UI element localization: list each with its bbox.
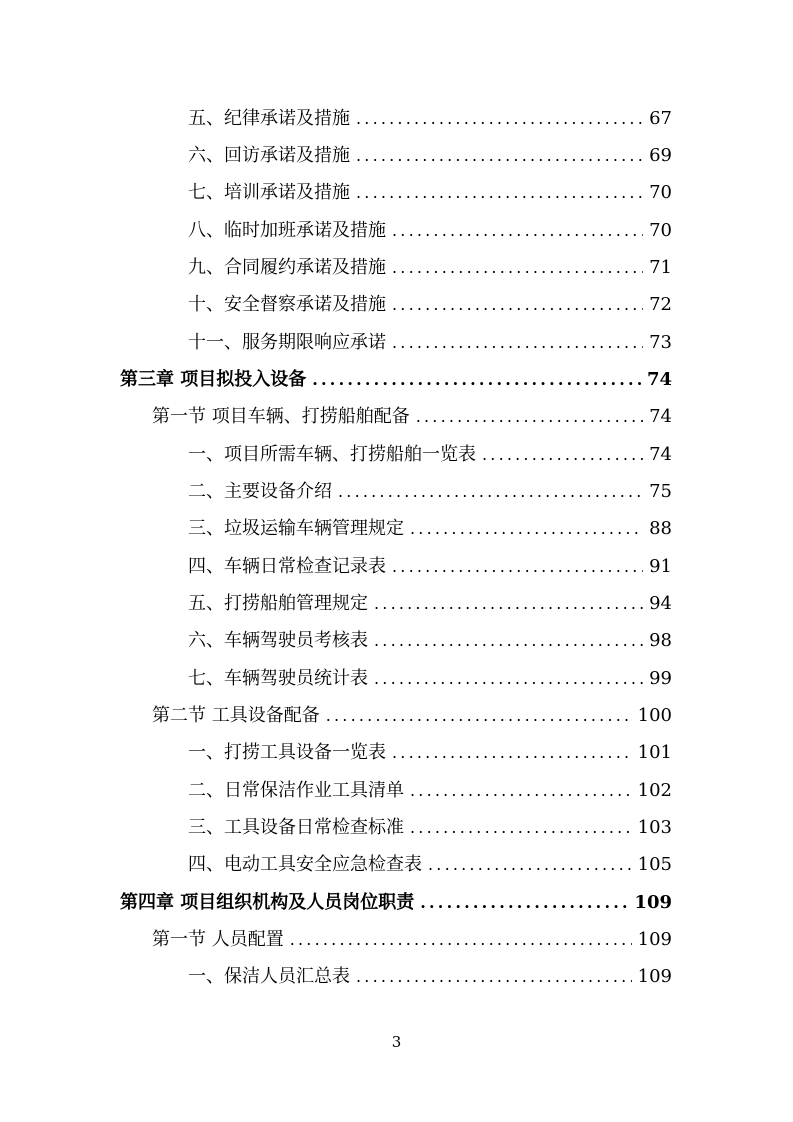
toc-entry-page: 69 [649,145,672,166]
toc-entry-page: 103 [637,817,672,838]
toc-entry-page: 105 [637,854,672,875]
dot-leader [482,440,643,470]
toc-entry [188,776,672,806]
dot-leader [374,589,643,619]
dot-leader [356,104,643,134]
toc-entry-title: 第一节 项目车辆、打捞船舶配备 [152,406,410,427]
toc-section-entry [152,701,672,731]
toc-entry-page: 74 [649,406,672,427]
toc-entry-title: 一、保洁人员汇总表 [188,966,350,987]
toc-entry-page: 67 [649,108,672,129]
toc-entry-page: 94 [649,593,672,614]
toc-entry [188,253,672,283]
toc-chapter-entry [120,888,672,918]
toc-entry-page: 70 [649,182,672,203]
dot-leader [356,178,643,208]
dot-leader [428,850,632,880]
toc-entry [188,178,672,208]
dot-leader [410,813,632,843]
toc-entry [188,514,672,544]
toc-section-entry [152,402,672,432]
toc-entry-page: 109 [634,892,672,913]
toc-entry [188,962,672,992]
toc-entry [188,290,672,320]
dot-leader [392,552,643,582]
toc-entry-title: 六、车辆驾驶员考核表 [188,630,368,651]
toc-entry-title: 五、打捞船舶管理规定 [188,593,368,614]
toc-entry-title: 一、项目所需车辆、打捞船舶一览表 [188,444,476,465]
dot-leader [312,365,641,395]
toc-entry [188,440,672,470]
toc-entry-title: 十、安全督察承诺及措施 [188,294,386,315]
toc-entry-page: 101 [637,742,672,763]
dot-leader [392,738,632,768]
dot-leader [290,925,632,955]
toc-entry-page: 109 [637,929,672,950]
toc-entry-title: 七、车辆驾驶员统计表 [188,668,368,689]
toc-entry-title: 二、日常保洁作业工具清单 [188,780,404,801]
toc-entry-page: 109 [637,966,672,987]
dot-leader [338,477,643,507]
toc-entry-title: 第四章 项目组织机构及人员岗位职责 [120,892,415,913]
toc-entry-page: 100 [637,705,672,726]
toc-entry [188,813,672,843]
toc-section-entry [152,925,672,955]
toc-entry-page: 74 [649,444,672,465]
toc-entry-title: 九、合同履约承诺及措施 [188,257,386,278]
toc-entry-page: 88 [649,518,672,539]
toc-entry-title: 七、培训承诺及措施 [188,182,350,203]
dot-leader [356,962,632,992]
toc-entry-title: 第二节 工具设备配备 [152,705,320,726]
dot-leader [356,141,643,171]
toc-entry-title: 三、垃圾运输车辆管理规定 [188,518,404,539]
toc-entry-title: 四、电动工具安全应急检查表 [188,854,422,875]
toc-entry-title: 十一、服务期限响应承诺 [188,332,386,353]
toc-entry-title: 五、纪律承诺及措施 [188,108,350,129]
toc-chapter-entry [120,365,672,395]
toc-entry [188,589,672,619]
toc-entry-page: 73 [649,332,672,353]
dot-leader [420,888,628,918]
toc-entry-page: 74 [646,369,672,390]
dot-leader [392,328,643,358]
toc-entry [188,477,672,507]
dot-leader [326,701,632,731]
dot-leader [410,776,632,806]
dot-leader [392,290,643,320]
toc-entry [188,104,672,134]
toc-entry [188,664,672,694]
toc-entry-page: 75 [649,481,672,502]
dot-leader [392,253,643,283]
dot-leader [374,664,643,694]
toc-entry [188,141,672,171]
toc-entry-page: 98 [649,630,672,651]
dot-leader [374,626,643,656]
toc-entry-title: 一、打捞工具设备一览表 [188,742,386,763]
toc-entry-title: 三、工具设备日常检查标准 [188,817,404,838]
toc-entry-page: 70 [649,220,672,241]
toc-entry-page: 91 [649,556,672,577]
page-number: 3 [391,1033,402,1051]
toc-entry-page: 102 [637,780,672,801]
toc-entry-title: 二、主要设备介绍 [188,481,332,502]
toc-entry-title: 六、回访承诺及措施 [188,145,350,166]
toc-entry-title: 四、车辆日常检查记录表 [188,556,386,577]
toc-entry [188,850,672,880]
toc-entry [188,552,672,582]
dot-leader [392,216,643,246]
toc-entry-page: 99 [649,668,672,689]
toc-entry [188,738,672,768]
toc-entry-page: 72 [649,294,672,315]
toc-entry-title: 八、临时加班承诺及措施 [188,220,386,241]
toc-entry [188,328,672,358]
dot-leader [410,514,643,544]
toc-entry-page: 71 [649,257,672,278]
toc-entry-title: 第三章 项目拟投入设备 [120,369,307,390]
toc-entry [188,626,672,656]
toc-entry-title: 第一节 人员配置 [152,929,284,950]
toc-entry [188,216,672,246]
dot-leader [416,402,643,432]
